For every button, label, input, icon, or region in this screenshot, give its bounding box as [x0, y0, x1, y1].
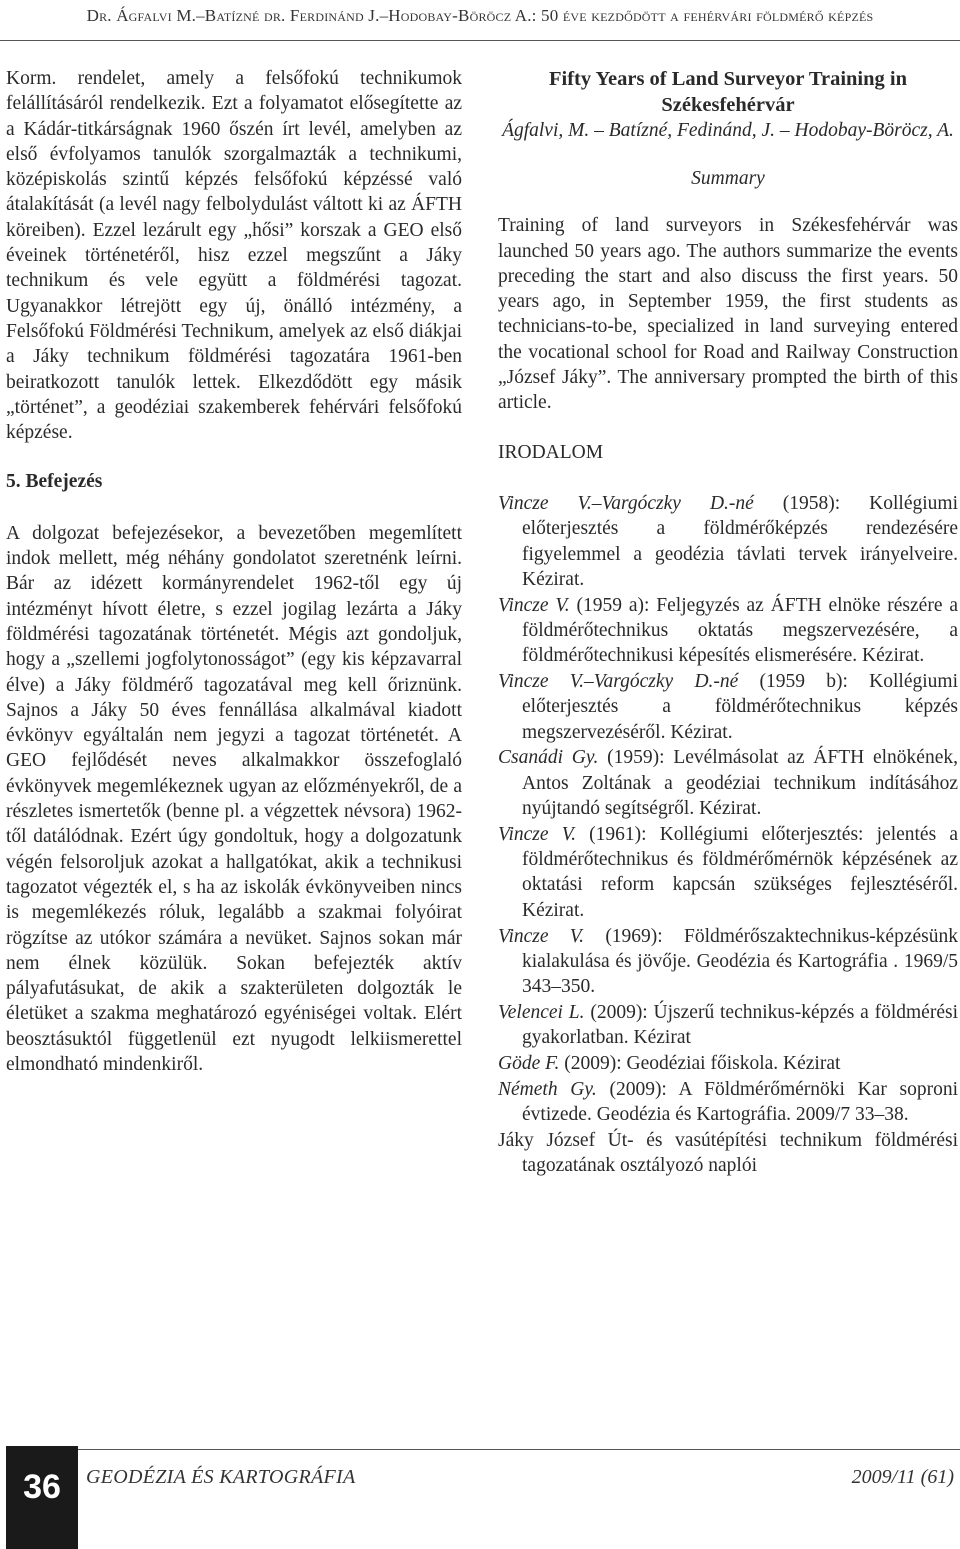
reference-item — [498, 669, 958, 745]
section-heading: 5. Befejezés — [6, 471, 103, 493]
reference-item — [498, 745, 958, 821]
english-authors: Ágfalvi, M. – Batízné, Fedinánd, J. – Hodobay-Böröcz, A. — [502, 120, 954, 141]
reference-author: Vincze V. — [498, 925, 585, 947]
reference-text: (1959 b): Kollégiumi előterjesztés a földmérőtechnikus képzés megszervezéséről. Kézirat. — [522, 671, 959, 743]
reference-item — [498, 822, 958, 923]
reference-author: Vincze V. — [498, 823, 576, 845]
reference-item — [498, 1000, 958, 1051]
references-heading: IRODALOM — [498, 441, 604, 463]
page-number: 36 — [23, 1468, 61, 1506]
reference-item — [498, 1128, 958, 1179]
reference-author: Vincze V. — [498, 594, 570, 616]
left-column — [6, 66, 462, 1077]
reference-author: Göde F. — [498, 1053, 560, 1074]
journal-name: GEODÉZIA ÉS KARTOGRÁFIA — [86, 1466, 356, 1488]
reference-text: (1958): Kollégiumi előterjesztés a földmérőképzés rendezésére figyelemmel a geodézia távlati tervek irányelveire. Kézirat. — [522, 492, 958, 590]
reference-text: (2009): Geodéziai főiskola. Kézirat — [559, 1053, 841, 1074]
reference-text: (2009): Újszerű technikus-képzés a földmérési gyakorlatban. Kézirat — [522, 1001, 958, 1049]
reference-item — [498, 491, 958, 592]
reference-author: Vincze V.–Vargóczky D.-né — [498, 671, 739, 693]
reference-item — [498, 924, 958, 1000]
reference-text: (1969): Földmérőszaktechnikus-képzésünk kialakulása és jövője. Geodézia és Kartográfia . 1969/5 343–350. — [522, 925, 958, 998]
reference-text: (1959): Levélmásolat az ÁFTH elnökének, Antos Zoltának a geodéziai technikum indításához nyújtandó segítségről. Kézirat. — [522, 747, 958, 820]
reference-author: Velencei L. — [498, 1001, 585, 1023]
reference-text: (1959 a): Feljegyzés az ÁFTH elnöke részére a földmérőtechnikus oktatás megszervezésére, a földmérőtechnikusi képesítés elismerésére. Kézirat. — [522, 594, 958, 667]
reference-text: Jáky József Út- és vasútépítési technikum földmérési tagozatának osztályozó naplói — [498, 1129, 958, 1177]
footer-divider — [78, 1449, 960, 1450]
reference-item — [498, 593, 958, 669]
running-header: Dr. Ágfalvi M.–Batízné dr. Ferdinánd J.–Hodobay-Böröcz A.: 50 éve kezdődött a fehérvári földmérő képzés — [86, 6, 874, 25]
reference-item — [498, 1077, 958, 1128]
reference-text: (1961): Kollégiumi előterjesztés: jelentés a földmérőtechnikus és földmérőmérnök képzésének az oktatási reform kapcsán szükséges fejlesztéséről. Kézirat. — [522, 823, 958, 921]
right-column — [498, 66, 958, 1179]
reference-text: (2009): A Földmérőmérnöki Kar soproni évtizede. Geodézia és Kartográfia. 2009/7 33–38. — [522, 1078, 958, 1126]
english-title: Fifty Years of Land Surveyor Training in Székesfehérvár — [548, 68, 908, 116]
reference-author: Vincze V.–Vargóczky D.-né — [498, 492, 754, 514]
header-divider — [0, 40, 960, 41]
issue-label: 2009/11 (61) — [851, 1466, 954, 1488]
summary-label: Summary — [691, 168, 765, 189]
body-paragraph: Korm. rendelet, amely a felsőfokú technikumok felállításáról rendelkezik. Ezt a folyamatot elősegítette az a Kádár-titkárságnak 1960 őszén írt levél, amelyben az első évfolyamos tanulók szorgalmazták a technikumi, középiskolás szintű képzés felsőfokú képzéssé való átalakítását (a levél nagy felbolydulást váltott ki az ÁFTH köreiben). Ezzel lezárult egy „hősi” korszak a GEO első éveinek történetéről, hisz ezzel megszűnt a Jáky technikum és vele együtt a földmérési tagozat. Ugyanakkor létrejött egy új, önálló intézmény, a Felsőfokú Földmérési Technikum, amelyek az első diákjai a Jáky technikum földmérési tagozatára 1961-ben beiratkozott tanulók lettek. Elkezdődött egy másik „történet”, a geodéziai szakemberek fehérvári felsőfokú képzése. — [6, 68, 462, 444]
reference-author: Németh Gy. — [498, 1078, 597, 1100]
reference-item — [498, 1051, 958, 1076]
reference-author: Csanádi Gy. — [498, 747, 599, 769]
summary-text: Training of land surveyors in Székesfehérvár was launched 50 years ago. The authors summarize the events preceding the start and also discuss the first years. 50 years ago, in September 1959, the first students as technicians-to-be, specialized in land surveying entered the vocational school for Road and Railway Construction „József Jáky”. The anniversary prompted the birth of this article. — [498, 215, 958, 414]
reference-list — [498, 491, 958, 1179]
body-paragraph: A dolgozat befejezésekor, a bevezetőben megemlített indok mellett, még néhány gondolatot szeretnénk leírni. Bár az idézett kormányrendelet 1962-től egy új intézményt hívott életre, s ezzel jogilag lezárta a Jáky földmérési tagozatának történetét. Mégis azt gondoljuk, hogy a „szellemi jogfolytonosságot” (egy kis képzavarral élve) a Jáky földmérő tagozatával meg kell őriznünk. Sajnos a Jáky 50 éves fennállása alkalmával kiadott évkönyv egyáltalán nem jegyzi a tagozat történetét. A GEO fejlődését neves alkalmakkor összefoglaló évkönyvek megemlékeznek ugyan az előzményekről, de a részletes ismertetők (benne pl. a végzettek névsora) 1962-től datálódnak. Ezért úgy gondoltuk, hogy a dolgozatunk végén felsoroljuk azokat a hallgatókat, akik a technikusi tagozatot végezték el, s ha az iskolák évkönyveiben nincs is megemlékezés róluk, legalább a szakmai folyóirat rögzítse az utókor számára a nevüket. Sajnos sokan már nem élnek közülük. Sokan befejezték aktív pályafutásukat, de akik a szakterületen dolgozták le életüket a szakma meghatározó egyéniségei voltak. Elért beosztásuktól függetlenül ezt nyugodt lelkiismerettel elmondható mindenkiről. — [6, 522, 462, 1075]
